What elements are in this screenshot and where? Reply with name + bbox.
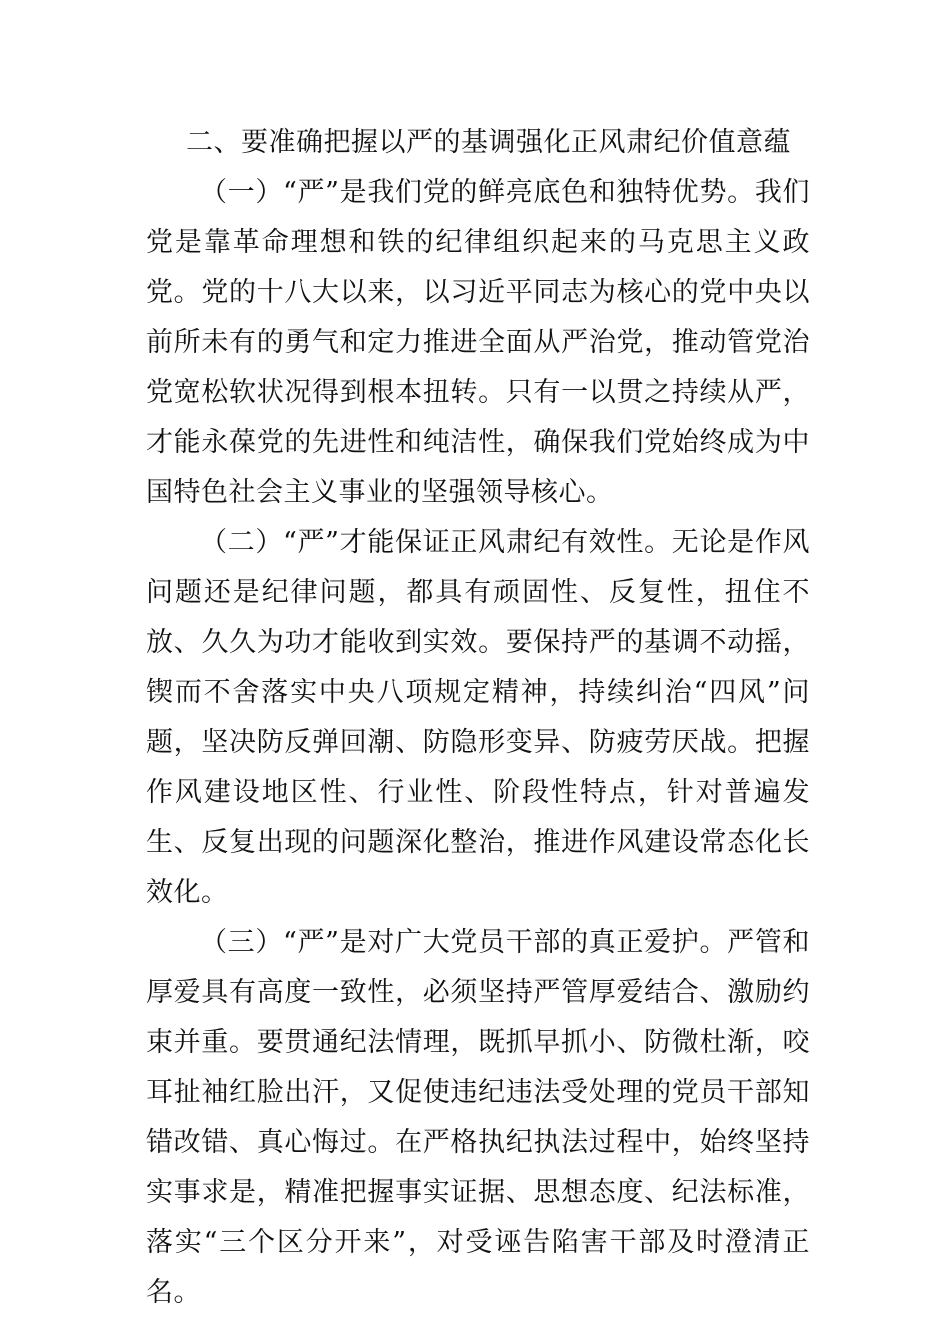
paragraph-2: （二）“严”才能保证正风肃纪有效性。无论是作风问题还是纪律问题，都具有顽固性、反复性，扭住不放、久久为功才能收到实效。要保持严的基调不动摇，锲而不舍落实中央八项规定精神，持续纠治“四风”问题，坚决防反弹回潮、防隐形变异、防疲劳厌战。把握作风建设地区性、行业性、阶段性特点，针对普遍发生、反复出现的问题深化整治，推进作风建设常态化长效化。 (146, 527, 810, 908)
document-body (146, 118, 810, 1318)
paragraph-3: （三）“严”是对广大党员干部的真正爱护。严管和厚爱具有高度一致性，必须坚持严管厚爱结合、激励约束并重。要贯通纪法情理，既抓早抓小、防微杜渐，咬耳扯袖红脸出汗，又促使违纪违法受处理的党员干部知错改错、真心悔过。在严格执纪执法过程中，始终坚持实事求是，精准把握事实证据、思想态度、纪法标准，落实“三个区分开来”，对受诬告陷害干部及时澄清正名。 (146, 927, 810, 1308)
paragraph-1: （一）“严”是我们党的鲜亮底色和独特优势。我们党是靠革命理想和铁的纪律组织起来的马克思主义政党。党的十八大以来，以习近平同志为核心的党中央以前所未有的勇气和定力推进全面从严治党，推动管党治党宽松软状况得到根本扭转。只有一以贯之持续从严，才能永葆党的先进性和纯洁性，确保我们党始终成为中国特色社会主义事业的坚强领导核心。 (146, 177, 810, 508)
section-heading: 二、要准确把握以严的基调强化正风肃纪价值意蕴 (186, 127, 791, 158)
